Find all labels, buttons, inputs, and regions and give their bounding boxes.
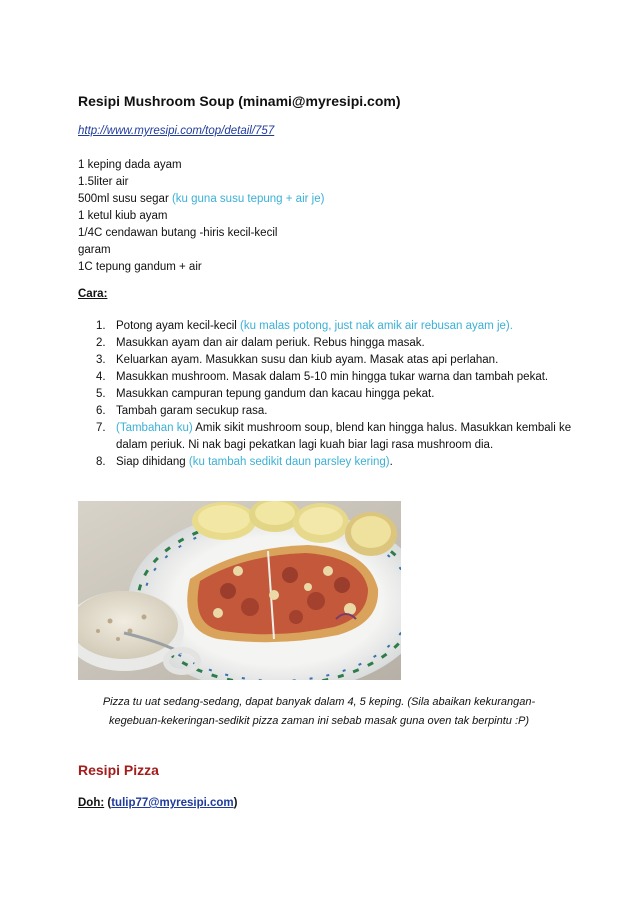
step-note: (Tambahan ku) [116,422,196,434]
step-item: 7. (Tambahan ku) Amik sikit mushroom soup, blend kan hingga halus. Masukkan kembali ke dalam periuk. Ni nak bagi pekatkan lagi kuah biar lagi rasa mushroom dia. [96,422,572,451]
step-note: (ku tambah sedikit daun parsley kering) [188,456,390,468]
recipe-title: Resipi Mushroom Soup (minami@myresipi.com) [78,93,401,109]
recipe-link[interactable]: http://www.myresipi.com/top/detail/757 [78,125,275,137]
step-item: 5. Masukkan campuran tepung gandum dan kacau hingga pekat. [96,388,435,400]
ingredient-item: 1 ketul kiub ayam [78,210,168,222]
dough-author-email[interactable]: tulip77@myresipi.com [111,797,234,809]
ingredient-item: 1/4C cendawan butang -hiris kecil-kecil [78,227,278,239]
food-photo [78,501,401,680]
step-item: 2. Masukkan ayam dan air dalam periuk. Rebus hingga masak. [96,337,425,349]
ingredient-item: 500ml susu segar (ku guna susu tepung + air je) [78,193,325,205]
section-title-pizza: Resipi Pizza [78,762,159,778]
ingredient-list [78,157,324,276]
step-item: 8. Siap dihidang (ku tambah sedikit daun parsley kering). [96,456,393,468]
method-heading: Cara: [78,288,108,300]
ingredient-item: 1C tepung gandum + air [78,261,202,273]
ingredient-item: 1.5liter air [78,176,129,188]
step-note: (ku malas potong, just nak amik air rebusan ayam je). [240,320,513,332]
step-item: 6. Tambah garam secukup rasa. [96,405,268,417]
dough-line: Doh: (tulip77@myresipi.com) [78,797,238,809]
ingredient-note: (ku guna susu tepung + air je) [171,193,325,205]
method-steps [96,318,576,471]
step-item: 1. Potong ayam kecil-kecil (ku malas potong, just nak amik air rebusan ayam je). [96,320,513,332]
ingredient-item: garam [78,244,111,256]
step-item: 3. Keluarkan ayam. Masukkan susu dan kiub ayam. Masak atas api perlahan. [96,354,499,366]
photo-caption: Pizza tu uat sedang-sedang, dapat banyak dalam 4, 5 keping. (Sila abaikan kekurangan-kegebuan-kekeringan-sedikit pizza zaman ini sebab masak guna oven tak berpintu :P) [102,696,536,727]
dough-label: Doh: [78,797,105,809]
step-item: 4. Masukkan mushroom. Masak dalam 5-10 min hingga tukar warna dan tambah pekat. [96,371,549,383]
ingredient-item: 1 keping dada ayam [78,159,182,171]
